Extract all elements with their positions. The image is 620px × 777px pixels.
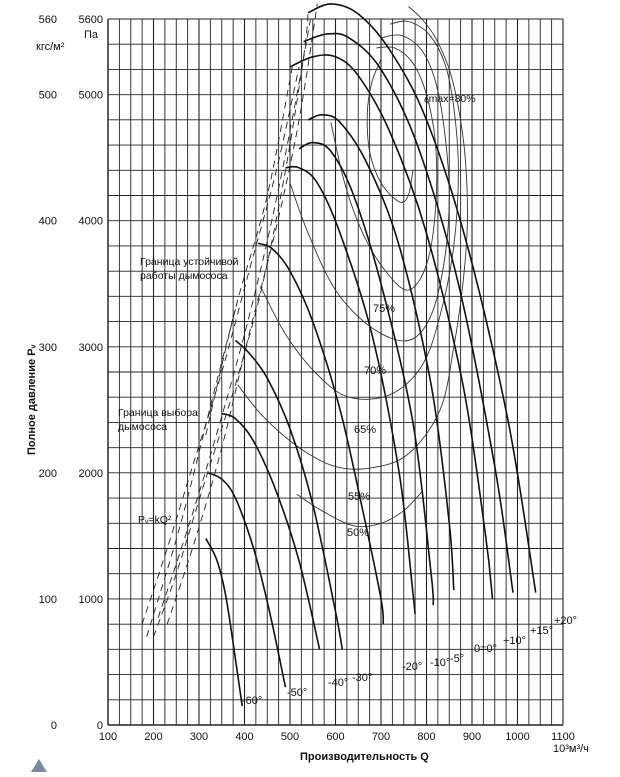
x-tick: 600 xyxy=(326,731,345,743)
y-axis-right-unit: Па xyxy=(84,29,99,41)
stable-boundary-label-1: Граница устойчивой xyxy=(140,256,239,268)
x-axis-ticks xyxy=(99,731,575,743)
dashed-line xyxy=(158,19,310,618)
x-tick: 700 xyxy=(371,731,391,743)
y-tick-pa: 2000 xyxy=(78,467,103,480)
y-axis-title: Полное давление Pᵥ xyxy=(26,344,38,455)
pv-formula-label: Pᵥ=kQ² xyxy=(138,514,172,526)
select-boundary-label-1: Граница выбора xyxy=(118,407,198,419)
y-axis-kgs-ticks xyxy=(39,14,57,732)
y-axis-left-unit: кгс/м² xyxy=(36,41,65,53)
x-tick: 400 xyxy=(235,731,254,743)
y-tick-kgs: 0 xyxy=(50,720,57,732)
x-tick: 500 xyxy=(280,731,300,743)
curve-label-m5: -5° xyxy=(450,653,465,665)
eta-max-label: ζmax=80% xyxy=(424,93,476,105)
logo-triangle-icon xyxy=(31,759,47,772)
curve-label-m50: -50° xyxy=(287,687,308,699)
y-tick-kgs: 300 xyxy=(38,341,57,354)
y-tick-kgs: 200 xyxy=(38,467,57,480)
pressure-curve xyxy=(235,341,342,650)
contour-label-50: 50% xyxy=(347,527,370,539)
x-tick: 300 xyxy=(189,731,209,743)
y-tick-pa: 0 xyxy=(96,720,103,732)
contour-label-70: 70% xyxy=(364,365,387,377)
pressure-curve xyxy=(208,473,285,687)
x-tick: 1100 xyxy=(551,731,575,743)
y-tick-kgs: 400 xyxy=(38,215,57,228)
dashed-line xyxy=(206,67,292,435)
dashed-boundary-lines xyxy=(142,4,317,637)
curve-label-p10: +10° xyxy=(503,635,527,647)
curve-label-m20: -20° xyxy=(402,661,423,673)
stable-boundary-label-2: работы дымососа xyxy=(140,270,228,282)
x-axis-unit: 10³м³/ч xyxy=(553,743,589,755)
y-tick-kgs: 500 xyxy=(38,89,57,102)
contour-label-55: 55% xyxy=(348,491,371,503)
curve-label-m60: -60° xyxy=(242,695,263,707)
efficiency-contours xyxy=(238,6,468,526)
curve-label-p15: +15° xyxy=(530,625,554,637)
y-tick-pa: 5000 xyxy=(78,89,103,102)
x-tick: 100 xyxy=(98,731,118,743)
y-tick-pa: 1000 xyxy=(78,593,103,606)
curve-label-p20: +20° xyxy=(554,615,578,627)
y-tick-kgs: 100 xyxy=(38,593,57,606)
curve-label-m10: -10° xyxy=(430,657,451,669)
dashed-line xyxy=(142,67,299,624)
y-tick-pa: 3000 xyxy=(78,341,103,354)
x-tick: 200 xyxy=(144,731,163,743)
curve-label-m30: -30° xyxy=(352,672,373,684)
grid xyxy=(108,19,563,725)
x-tick: 1000 xyxy=(505,731,530,743)
x-tick: 800 xyxy=(417,731,436,743)
pressure-curve xyxy=(206,538,242,706)
curve-label-0: 0=0° xyxy=(474,643,498,655)
x-tick: 900 xyxy=(462,731,482,743)
y-tick-pa: 4000 xyxy=(78,215,103,228)
pressure-curves xyxy=(206,4,536,706)
select-boundary-label-2: дымососа xyxy=(118,421,168,433)
contour-label-75: 75% xyxy=(373,303,396,315)
y-axis-pa-ticks xyxy=(79,14,103,732)
contour-label-65: 65% xyxy=(354,424,377,436)
x-axis-title: Производительность Q xyxy=(300,751,429,763)
y-tick-pa: 5600 xyxy=(78,14,103,26)
curve-label-m40: -40° xyxy=(328,677,349,689)
y-tick-kgs: 560 xyxy=(38,14,57,26)
